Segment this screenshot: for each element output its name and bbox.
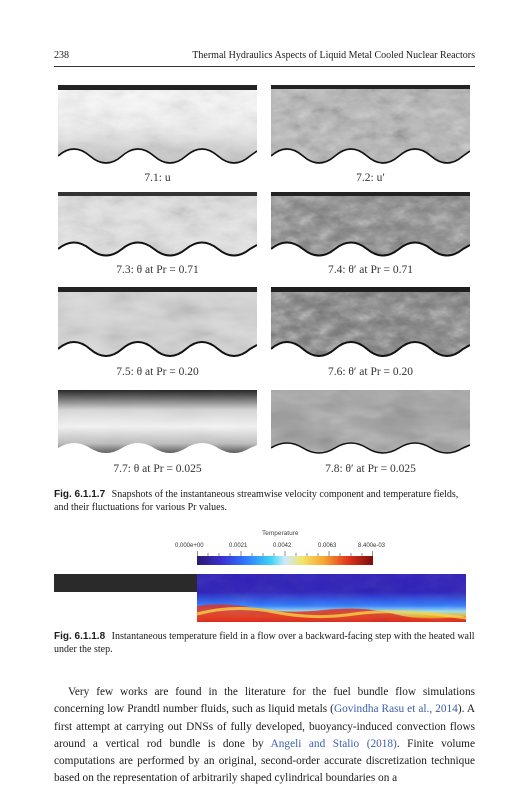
subfigure-label-u-prime: 7.2: u′ (356, 172, 385, 184)
colorbar-tick-0: 0.000e+00 (175, 543, 204, 549)
panel-theta-prime-0025 (271, 390, 470, 473)
step-blank-region (54, 592, 197, 622)
panel-theta-prime-071 (271, 192, 470, 275)
colorbar-tick-4: 8.400e-03 (358, 543, 386, 549)
page-number: 238 (54, 50, 69, 61)
citation-govindha-rasu[interactable]: Govindha Rasu et al., 2014 (333, 703, 458, 716)
panel-theta-020 (58, 287, 257, 370)
panel-u-prime (271, 85, 470, 168)
header-rule (54, 66, 475, 67)
step-domain (54, 574, 466, 622)
colorbar-tick-2: 0.0042 (273, 543, 292, 549)
step-wall (54, 574, 197, 592)
body-text-2: ). A first attempt at carrying out DNSs of fully developed, buoyancy-induced convection flows around a vertical rod bundle is done by (54, 703, 475, 750)
subfigure-label-theta-071: 7.3: θ at Pr = 0.71 (116, 264, 199, 276)
figure-number: Fig. 6.1.1.7 (54, 489, 106, 500)
subfigure-label-theta-020: 7.5: θ at Pr = 0.20 (116, 366, 199, 378)
colorbar (197, 556, 373, 565)
panel-theta-071 (58, 192, 257, 275)
colorbar-tick-3: 0.0063 (318, 543, 337, 549)
subfigure-label-theta-prime-0025: 7.8: θ′ at Pr = 0.025 (325, 463, 416, 475)
colorbar-tick-1: 0.0021 (229, 543, 248, 549)
subfigure-label-theta-prime-071: 7.4: θ′ at Pr = 0.71 (327, 264, 414, 276)
running-header (54, 50, 475, 66)
subfigure-label-theta-0025: 7.7: θ at Pr = 0.025 (113, 463, 202, 475)
citation-angeli-stalio[interactable]: Angeli and Stalio (2018) (270, 737, 397, 750)
figure-caption-text: Instantaneous temperature field in a flow over a backward-facing step with the heated wall under the step. (54, 631, 475, 655)
body-text-1: Very few works are found in the literature for the fuel bundle flow simulations concerning low Prandtl number fluids, such as liquid metals ( (54, 686, 475, 716)
figure-number: Fig. 6.1.1.8 (54, 631, 106, 642)
body-text-3: . Finite volume computations are performed by an original, second-order accurate discretization technique based on the representation of arbitrarily shaped cylindrical boundaries on a (54, 737, 475, 785)
panel-theta-prime-020 (271, 287, 470, 370)
figure-caption (54, 630, 475, 656)
figure-caption (54, 488, 475, 514)
subfigure-label-u: 7.1: u (144, 172, 171, 184)
panel-theta-0025 (58, 390, 257, 473)
body-paragraph (54, 684, 475, 788)
colorbar-title: Temperature (262, 530, 299, 537)
figure-caption-text: Snapshots of the instantaneous streamwise velocity component and temperature fields, and their fluctuations for various Pr values. (54, 489, 459, 513)
panel-u (58, 85, 257, 168)
running-title: Thermal Hydraulics Aspects of Liquid Metal Cooled Nuclear Reactors (192, 50, 475, 61)
subfigure-label-theta-prime-020: 7.6: θ′ at Pr = 0.20 (327, 366, 414, 378)
